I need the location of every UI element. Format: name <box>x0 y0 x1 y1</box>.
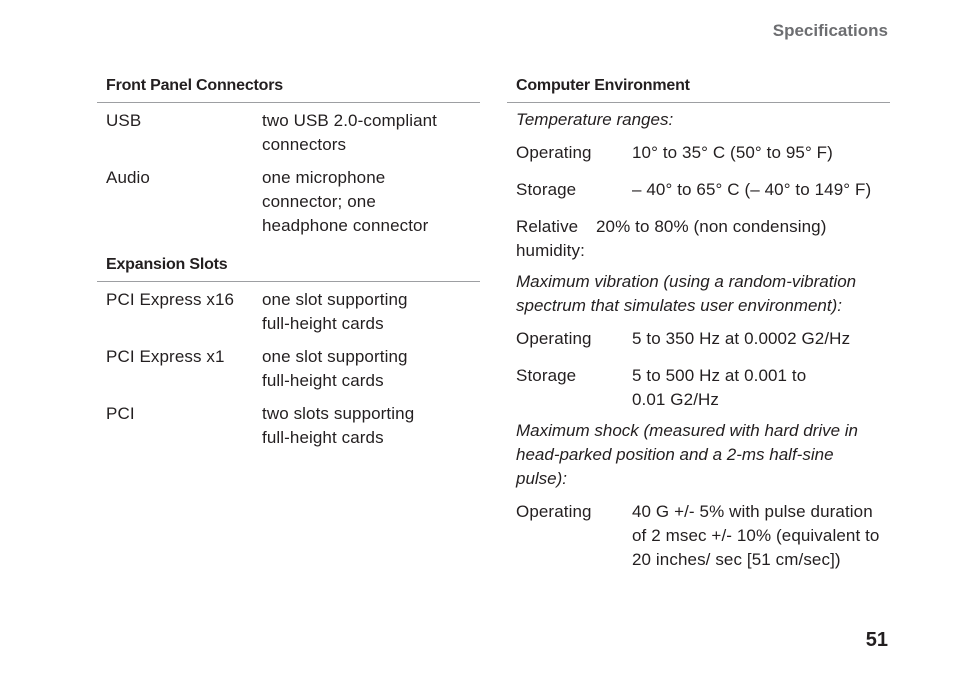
spec-label: Operating <box>516 329 592 348</box>
left-column <box>97 72 480 459</box>
spec-value: 20% to 80% (non condensing) <box>596 217 827 236</box>
spec-value: two slots supporting full-height cards <box>262 404 415 447</box>
spec-row-audio <box>106 166 480 238</box>
spec-row-usb <box>106 109 480 157</box>
spec-row-pcie-x16 <box>106 288 480 336</box>
expansion-slots-table <box>97 282 480 450</box>
spec-row-pcie-x1 <box>106 345 480 393</box>
spec-label: Operating <box>516 143 592 162</box>
spec-label: PCI Express x16 <box>106 290 235 309</box>
spec-value: one microphone connector; one headphone connector <box>262 168 429 235</box>
spec-value: 5 to 500 Hz at 0.001 to 0.01 G2/Hz <box>632 366 807 409</box>
spec-row-humidity <box>516 215 890 263</box>
spec-label: PCI <box>106 404 135 423</box>
page-header-title: Specifications <box>772 21 888 40</box>
page-number: 51 <box>865 629 888 651</box>
spec-label: Audio <box>106 168 150 187</box>
temperature-note: Temperature ranges: <box>516 110 674 129</box>
spec-value: one slot supporting full-height cards <box>262 347 408 390</box>
front-panel-heading: Front Panel Connectors <box>97 72 480 103</box>
spec-value: 40 G +/- 5% with pulse duration of 2 msec +/- 10% (equivalent to 20 inches/ sec [51 cm/sec]) <box>632 502 880 569</box>
spec-value: 10° to 35° C (50° to 95° F) <box>632 143 833 162</box>
spec-label: Relative humidity: <box>516 217 585 260</box>
spec-label: Operating <box>516 502 592 521</box>
spec-row-pci <box>106 402 480 450</box>
spec-value: two USB 2.0-compliant connectors <box>262 111 438 154</box>
spec-row-vibration-storage <box>516 364 890 412</box>
spec-row-vibration-operating <box>516 327 890 351</box>
shock-note: Maximum shock (measured with hard drive in head-parked position and a 2-ms half-sine pulse): <box>516 421 859 488</box>
vibration-note: Maximum vibration (using a random-vibration spectrum that simulates user environment): <box>516 272 857 315</box>
spec-label: Storage <box>516 366 577 385</box>
spec-value: one slot supporting full-height cards <box>262 290 408 333</box>
spec-value: 5 to 350 Hz at 0.0002 G2/Hz <box>632 329 851 348</box>
spec-label: USB <box>106 111 142 130</box>
spec-label: PCI Express x1 <box>106 347 225 366</box>
front-panel-table <box>97 103 480 238</box>
spec-row-temp-storage <box>516 178 890 202</box>
right-column <box>507 72 890 585</box>
spec-label: Storage <box>516 180 577 199</box>
spec-value: – 40° to 65° C (– 40° to 149° F) <box>632 180 872 199</box>
computer-environment-heading: Computer Environment <box>507 72 890 103</box>
spec-row-shock-operating <box>516 500 890 572</box>
expansion-slots-heading: Expansion Slots <box>97 251 480 282</box>
environment-table <box>507 103 890 572</box>
spec-row-temp-operating <box>516 141 890 165</box>
